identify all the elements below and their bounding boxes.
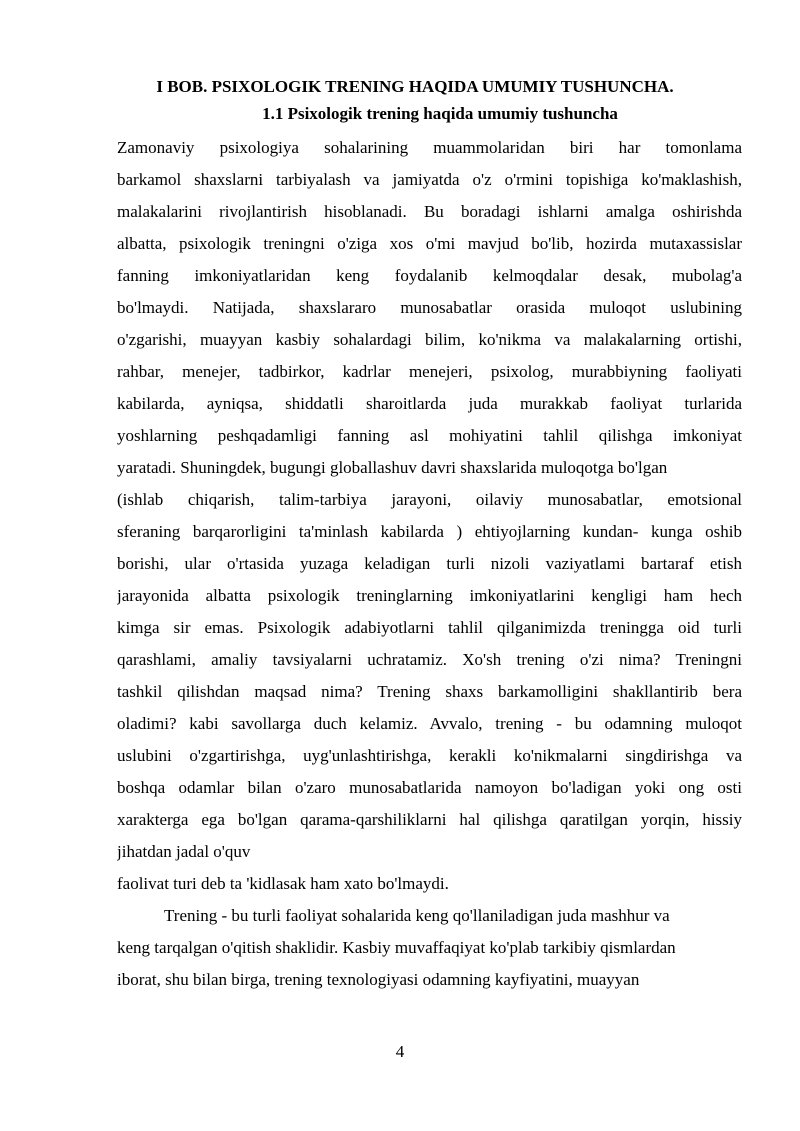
text-line: (ishlab chiqarish, talim-tarbiya jarayoni, oilaviy munosabatlar, emotsional bbox=[117, 490, 742, 509]
section-title: 1.1 Psixologik trening haqida umumiy tushuncha bbox=[262, 104, 618, 123]
text-line: boshqa odamlar bilan o'zaro munosabatlarida namoyon bo'ladigan yoki ong osti bbox=[117, 778, 742, 797]
text-line: borishi, ular o'rtasida yuzaga keladigan turli nizoli vaziyatlami bartaraf etish bbox=[117, 554, 742, 573]
text-line: jihatdan jadal o'quv bbox=[117, 842, 251, 861]
text-line: iborat, shu bilan birga, trening texnologiyasi odamning kayfiyatini, muayyan bbox=[117, 970, 640, 989]
text-line: o'zgarishi, muayyan kasbiy sohalardagi bilim, ko'nikma va malakalarning ortishi, bbox=[117, 330, 742, 349]
text-line: fanning imkoniyatlaridan keng foydalanib kelmoqdalar desak, mubolag'a bbox=[117, 266, 742, 285]
text-line: malakalarini rivojlantirish hisoblanadi. Bu boradagi ishlarni amalga oshirishda bbox=[117, 202, 742, 221]
page-number: 4 bbox=[395, 1042, 405, 1061]
text-line: Trening - bu turli faoliyat sohalarida keng qo'llaniladigan juda mashhur va bbox=[164, 906, 670, 925]
text-line: yoshlarning peshqadamligi fanning asl mohiyatini tahlil qilishga imkoniyat bbox=[117, 426, 742, 445]
text-line: faolivat turi deb ta 'kidlasak ham xato bo'lmaydi. bbox=[117, 874, 449, 893]
text-line: xarakterga ega bo'lgan qarama-qarshiliklarni hal qilishga qaratilgan yorqin, hissiy bbox=[117, 810, 742, 829]
text-line: yaratadi. Shuningdek, bugungi globallashuv davri shaxslarida muloqotga bo'lgan bbox=[117, 458, 668, 477]
text-line: Zamonaviy psixologiya sohalarining muammolaridan biri har tomonlama bbox=[117, 138, 742, 157]
text-line: albatta, psixologik treningni o'ziga xos o'mi mavjud bo'lib, hozirda mutaxassislar bbox=[117, 234, 742, 253]
text-line: uslubini o'zgartirishga, uyg'unlashtirishga, kerakli ko'nikmalarni singdirishga va bbox=[117, 746, 742, 765]
text-line: oladimi? kabi savollarga duch kelamiz. Avvalo, trening - bu odamning muloqot bbox=[117, 714, 742, 733]
text-line: bo'lmaydi. Natijada, shaxslararo munosabatlar orasida muloqot uslubining bbox=[117, 298, 742, 317]
text-line: qarashlami, amaliy tavsiyalarni uchratamiz. Xo'sh trening o'zi nima? Treningni bbox=[117, 650, 742, 669]
text-line: keng tarqalgan o'qitish shaklidir. Kasbiy muvaffaqiyat ko'plab tarkibiy qismlardan bbox=[117, 938, 676, 957]
text-line: kabilarda, ayniqsa, shiddatli sharoitlarda juda murakkab faoliyat turlarida bbox=[117, 394, 742, 413]
text-line: kimga sir emas. Psixologik adabiyotlarni tahlil qilganimizda treningga oid turli bbox=[117, 618, 742, 637]
text-line: barkamol shaxslarni tarbiyalash va jamiyatda o'z o'rmini topishiga ko'maklashish, bbox=[117, 170, 742, 189]
text-line: tashkil qilishdan maqsad nima? Trening shaxs barkamolligini shakllantirib bera bbox=[117, 682, 742, 701]
text-line: sferaning barqarorligini ta'minlash kabilarda ) ehtiyojlarning kundan- kunga oshib bbox=[117, 522, 742, 541]
chapter-title: I BOB. PSIXOLOGIK TRENING HAQIDA UMUMIY TUSHUNCHA. bbox=[156, 77, 674, 96]
text-line: rahbar, menejer, tadbirkor, kadrlar menejeri, psixolog, murabbiyning faoliyati bbox=[117, 362, 742, 381]
text-line: jarayonida albatta psixologik treninglarning imkoniyatlarini kengligi ham hech bbox=[117, 586, 742, 605]
